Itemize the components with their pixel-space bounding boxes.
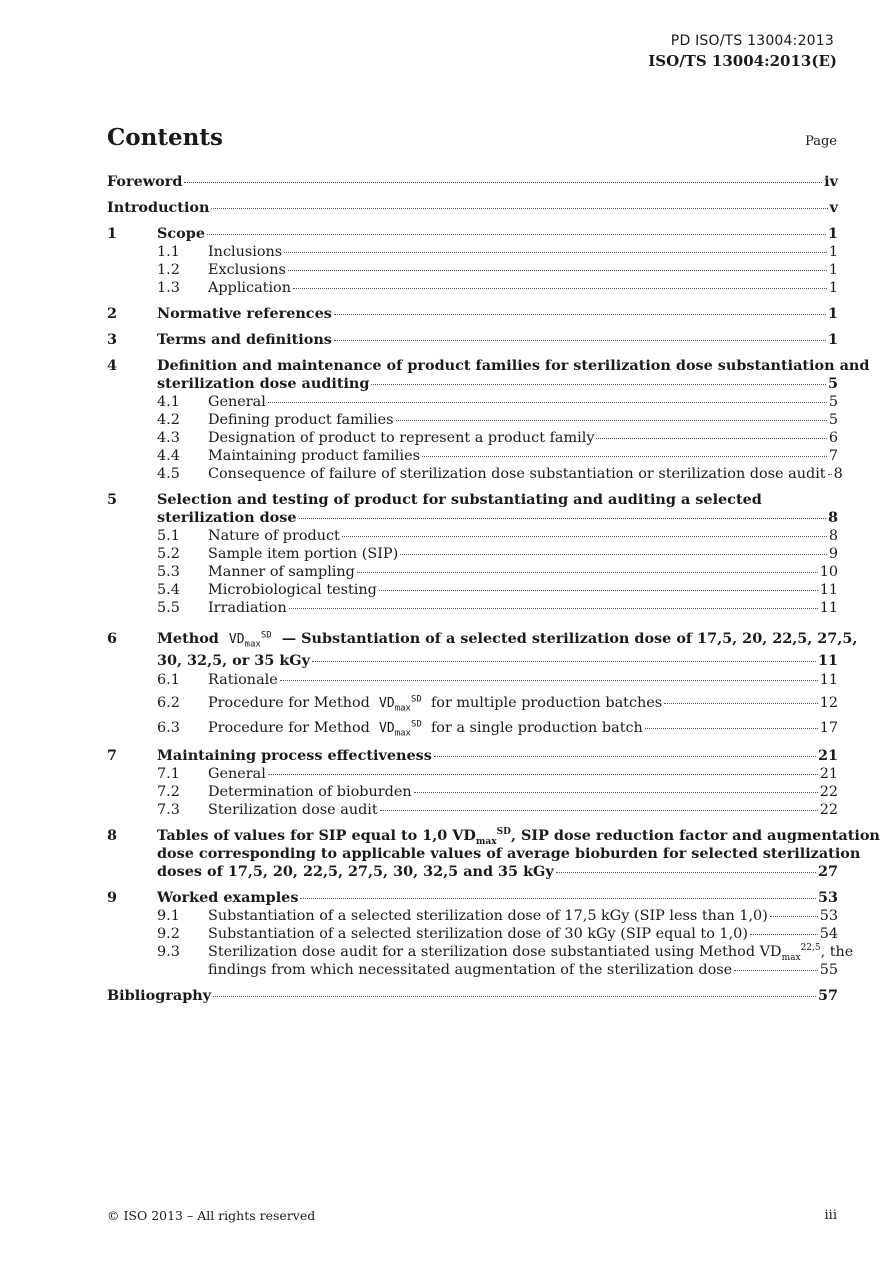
dot-leader — [770, 916, 818, 917]
dot-leader — [207, 234, 826, 235]
toc-entry-section-5-3[interactable] — [107, 563, 838, 581]
toc-entry-title: Definition and maintenance of product families for sterilization dose substantiation and — [157, 357, 870, 374]
toc-page-number: 5 — [828, 412, 838, 428]
toc-entry-section-4-1[interactable] — [107, 393, 838, 411]
toc-entry-title-continued: sterilization dose — [157, 509, 297, 526]
subsection-number: 4.4 — [157, 448, 180, 464]
toc-entry-title: Terms and definitions — [157, 331, 332, 348]
toc-page-number: 6 — [828, 430, 838, 446]
toc-entry-title: Procedure for Method $VD_{max}^{SD}$ for a single production batch — [208, 719, 643, 739]
toc-entry-section-5-1[interactable] — [107, 527, 838, 545]
copyright-notice: © ISO 2013 – All rights reserved — [107, 1208, 316, 1223]
dot-leader — [828, 474, 832, 475]
toc-page-number: 8 — [833, 466, 843, 482]
section-number: 1 — [107, 225, 118, 242]
table-of-contents — [107, 173, 880, 1005]
dot-leader — [400, 554, 827, 555]
section-number: 9 — [107, 889, 118, 906]
dot-leader — [379, 590, 818, 591]
toc-entry-title: Substantiation of a selected sterilization dose of 17,5 kGy (SIP less than 1,0) — [208, 908, 768, 924]
subsection-number: 9.1 — [157, 908, 180, 924]
toc-page-number: 12 — [819, 695, 838, 711]
toc-entry-title: Application — [208, 280, 291, 296]
toc-entry-section-7[interactable] — [107, 747, 838, 765]
toc-entry-title: Exclusions — [208, 262, 286, 278]
dot-leader — [645, 728, 818, 729]
toc-page-number: 1 — [828, 280, 838, 296]
toc-entry-title: Nature of product — [208, 528, 340, 544]
subsection-number: 1.2 — [157, 262, 180, 278]
toc-page-number: v — [829, 199, 838, 216]
toc-entry-section-3[interactable] — [107, 331, 838, 349]
dot-leader — [268, 774, 818, 775]
dot-leader — [734, 970, 818, 971]
toc-entry-section-9[interactable] — [107, 889, 838, 907]
dot-leader — [434, 756, 816, 757]
toc-entry-title: Normative references — [157, 305, 332, 322]
toc-entry-section-7-3[interactable] — [107, 801, 838, 819]
toc-page-number: 11 — [819, 600, 838, 616]
vd-symbol: $VD_{max}^{SD}$ — [379, 719, 422, 739]
toc-entry-section-7-2[interactable] — [107, 783, 838, 801]
dot-leader — [556, 872, 816, 873]
toc-entry-title: General — [208, 766, 266, 782]
dot-leader — [213, 996, 816, 997]
toc-entry-title: Manner of sampling — [208, 564, 355, 580]
toc-entry-title: Inclusions — [208, 244, 283, 260]
toc-entry-section-1-3[interactable] — [107, 279, 838, 297]
toc-entry-title: Worked examples — [157, 889, 299, 906]
toc-entry-title-continued: dose corresponding to applicable values of average bioburden for selected sterilization — [157, 845, 861, 862]
toc-entry-title: Determination of bioburden — [208, 784, 412, 800]
subsection-number: 4.1 — [157, 394, 180, 410]
dot-leader — [211, 208, 827, 209]
dot-leader — [357, 572, 818, 573]
dot-leader — [268, 402, 827, 403]
toc-entry-section-5-4[interactable] — [107, 581, 838, 599]
toc-entry-title: Foreword — [107, 173, 183, 190]
subsection-number: 7.1 — [157, 766, 180, 782]
subsection-number: 5.4 — [157, 582, 180, 598]
toc-entry-title: Rationale — [208, 672, 278, 688]
toc-page-number: 1 — [828, 244, 838, 260]
toc-entry-section-1[interactable] — [107, 225, 838, 243]
toc-entry-title: Substantiation of a selected sterilization dose of 30 kGy (SIP equal to 1,0) — [208, 926, 748, 942]
dot-leader — [380, 810, 818, 811]
toc-page-number: 55 — [819, 962, 838, 978]
page-column-label: Page — [805, 134, 837, 149]
toc-page-number: 17 — [819, 720, 838, 736]
toc-page-number: 8 — [827, 509, 838, 526]
toc-entry-section-1-2[interactable] — [107, 261, 838, 279]
toc-page-number: 54 — [819, 926, 838, 942]
toc-entry-section-9-1[interactable] — [107, 907, 838, 925]
toc-page-number: 22 — [819, 784, 838, 800]
toc-entry-title: Irradiation — [208, 600, 287, 616]
subsection-number: 9.2 — [157, 926, 180, 942]
section-number: 3 — [107, 331, 118, 348]
section-number: 2 — [107, 305, 118, 322]
toc-page-number: 9 — [828, 546, 838, 562]
toc-page-number: 11 — [819, 582, 838, 598]
toc-entry-title: Bibliography — [107, 987, 212, 1004]
toc-page-number: 27 — [817, 863, 838, 880]
toc-entry-section-4-5[interactable] — [107, 465, 843, 483]
toc-page-number: 7 — [828, 448, 838, 464]
dot-leader — [422, 456, 827, 457]
dot-leader — [414, 792, 818, 793]
toc-entry-title-continued: findings from which necessitated augmentation of the sterilization dose — [208, 962, 733, 978]
toc-entry-section-5-2[interactable] — [107, 545, 838, 563]
toc-page-number: 21 — [817, 747, 838, 764]
toc-entry-section-6-1[interactable] — [107, 671, 838, 689]
page-title: Contents — [107, 124, 223, 151]
toc-entry-title: Sterilization dose audit — [208, 802, 378, 818]
toc-entry-introduction[interactable] — [107, 199, 838, 217]
toc-entry-section-4[interactable] — [107, 357, 870, 393]
toc-entry-title: Microbiological testing — [208, 582, 377, 598]
toc-entry-title: Maintaining product families — [208, 448, 420, 464]
dot-leader — [312, 661, 816, 662]
subsection-number: 7.2 — [157, 784, 180, 800]
toc-entry-section-8[interactable] — [107, 827, 880, 881]
dot-leader — [596, 438, 826, 439]
dot-leader — [750, 934, 818, 935]
toc-page-number: iv — [824, 173, 838, 190]
toc-entry-foreword[interactable] — [107, 173, 838, 191]
dot-leader — [664, 703, 817, 704]
section-number: 5 — [107, 491, 118, 508]
toc-page-number: 53 — [819, 908, 838, 924]
dot-leader — [396, 420, 827, 421]
section-number: 4 — [107, 357, 118, 374]
dot-leader — [334, 340, 826, 341]
toc-entry-title: Procedure for Method $VD_{max}^{SD}$ for multiple production batches — [208, 694, 663, 714]
toc-entry-section-1-1[interactable] — [107, 243, 838, 261]
toc-entry-section-7-1[interactable] — [107, 765, 838, 783]
dot-leader — [293, 288, 827, 289]
toc-page-number: 22 — [819, 802, 838, 818]
section-number: 8 — [107, 827, 118, 844]
toc-entry-bibliography[interactable] — [107, 987, 838, 1005]
dot-leader — [300, 898, 816, 899]
subsection-number: 4.3 — [157, 430, 180, 446]
subsection-number: 7.3 — [157, 802, 180, 818]
document-id-header: PD ISO/TS 13004:2013 — [670, 33, 834, 49]
toc-page-number: 53 — [817, 889, 838, 906]
toc-entry-section-6-3[interactable] — [107, 718, 838, 739]
dot-leader — [284, 252, 827, 253]
dot-leader — [334, 314, 826, 315]
dot-leader — [342, 536, 827, 537]
dot-leader — [299, 518, 826, 519]
toc-page-number: 11 — [817, 652, 838, 669]
toc-entry-section-6-2[interactable] — [107, 693, 838, 714]
toc-page-number: 5 — [828, 394, 838, 410]
toc-page-number: 21 — [819, 766, 838, 782]
dot-leader — [280, 680, 818, 681]
subsection-number: 6.1 — [157, 672, 180, 688]
toc-entry-section-4-2[interactable] — [107, 411, 838, 429]
subsection-number: 1.3 — [157, 280, 180, 296]
subsection-number: 5.3 — [157, 564, 180, 580]
toc-entry-title-continued: sterilization dose auditing — [157, 375, 370, 392]
toc-entry-section-9-3[interactable] — [107, 943, 854, 979]
toc-entry-title: General — [208, 394, 266, 410]
toc-entry-title: Maintaining process effectiveness — [157, 747, 432, 764]
dot-leader — [289, 608, 818, 609]
toc-page-number: 57 — [817, 987, 838, 1004]
toc-page-number: 1 — [827, 225, 838, 242]
subsection-number: 6.2 — [157, 695, 180, 711]
toc-page-number: 1 — [827, 331, 838, 348]
toc-page-number: 8 — [828, 528, 838, 544]
subsection-number: 6.3 — [157, 720, 180, 736]
toc-entry-title-continued: 30, 32,5, or 35 kGy — [157, 652, 310, 669]
dot-leader — [371, 384, 826, 385]
toc-page-number: 1 — [828, 262, 838, 278]
toc-entry-title: Defining product families — [208, 412, 394, 428]
subsection-number: 1.1 — [157, 244, 180, 260]
toc-entry-section-5[interactable] — [107, 491, 838, 527]
toc-page-number: 11 — [819, 672, 838, 688]
toc-entry-title: Scope — [157, 225, 205, 242]
standard-id-header: ISO/TS 13004:2013(E) — [648, 52, 837, 70]
toc-entry-section-5-5[interactable] — [107, 599, 838, 617]
dot-leader — [184, 182, 822, 183]
toc-entry-section-4-3[interactable] — [107, 429, 838, 447]
toc-entry-title: Selection and testing of product for substantiating and auditing a selected — [157, 491, 762, 508]
toc-page-number: 10 — [819, 564, 838, 580]
subsection-number: 4.5 — [157, 466, 180, 482]
page-number: iii — [824, 1208, 837, 1223]
vd-symbol: $VD_{max}^{SD}$ — [379, 694, 422, 714]
toc-entry-section-6[interactable] — [107, 628, 858, 671]
toc-entry-title: Introduction — [107, 199, 210, 216]
toc-entry-title-continued: doses of 17,5, 20, 22,5, 27,5, 30, 32,5 and 35 kGy — [157, 863, 554, 880]
subsection-number: 5.1 — [157, 528, 180, 544]
subsection-number: 9.3 — [157, 944, 180, 960]
toc-page-number: 1 — [827, 305, 838, 322]
toc-entry-section-4-4[interactable] — [107, 447, 838, 465]
vd-symbol: $VD_{max}^{SD}$ — [228, 630, 272, 650]
toc-entry-title: Tables of values for SIP equal to 1,0 $VD_{max}^{SD}$, SIP dose reduction factor and augmentation — [157, 827, 880, 847]
toc-page-number: 5 — [827, 375, 838, 392]
toc-entry-section-9-2[interactable] — [107, 925, 838, 943]
dot-leader — [288, 270, 827, 271]
section-number: 6 — [107, 630, 118, 647]
toc-entry-title: Sample item portion (SIP) — [208, 546, 399, 562]
subsection-number: 4.2 — [157, 412, 180, 428]
subsection-number: 5.5 — [157, 600, 180, 616]
section-number: 7 — [107, 747, 118, 764]
subsection-number: 5.2 — [157, 546, 180, 562]
toc-entry-title: Designation of product to represent a product family — [208, 430, 595, 446]
toc-entry-title: Consequence of failure of sterilization dose substantiation or sterilization dose audit — [208, 466, 826, 482]
toc-entry-title: Method $VD_{max}^{SD}$ — Substantiation of a selected sterilization dose of 17,5, 20, 22,5, 27,5, — [157, 630, 858, 650]
toc-entry-title: Sterilization dose audit for a sterilization dose substantiated using Method $VD_{max}^{22,5}$, the — [208, 943, 854, 963]
toc-entry-section-2[interactable] — [107, 305, 838, 323]
